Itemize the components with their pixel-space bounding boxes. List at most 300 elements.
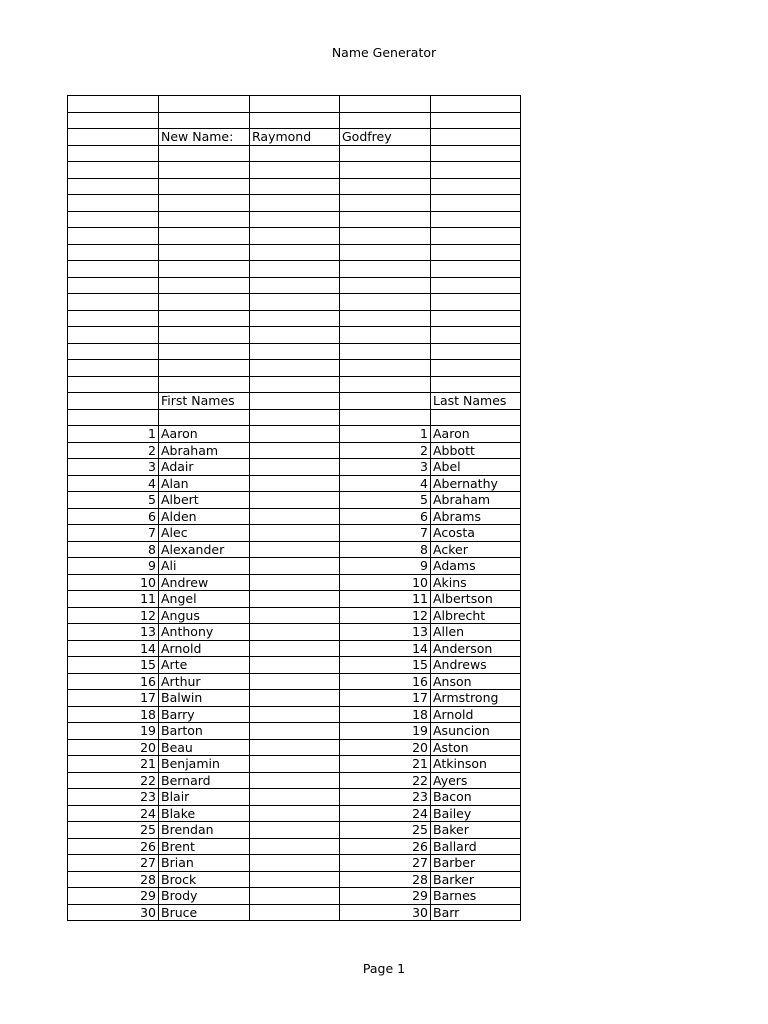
last-name-number: 12 [340, 607, 431, 624]
list-header-row [68, 393, 521, 410]
last-name-number: 29 [340, 888, 431, 905]
last-name: Bacon [431, 789, 521, 806]
empty-row [68, 244, 521, 261]
cell [340, 195, 431, 212]
cell [250, 673, 340, 690]
table-row [68, 855, 521, 872]
cell [431, 409, 521, 426]
empty-row [68, 261, 521, 278]
table-row [68, 904, 521, 921]
cell [340, 178, 431, 195]
cell [250, 574, 340, 591]
last-name-number: 5 [340, 492, 431, 509]
cell [431, 360, 521, 377]
cell [431, 178, 521, 195]
last-name: Bailey [431, 805, 521, 822]
cell [68, 162, 159, 179]
last-name-number: 18 [340, 706, 431, 723]
last-name-number: 21 [340, 756, 431, 773]
cell [68, 195, 159, 212]
first-name-number: 27 [68, 855, 159, 872]
cell [340, 327, 431, 344]
first-name: Anthony [159, 624, 250, 641]
table-row [68, 871, 521, 888]
cell [250, 261, 340, 278]
first-name-number: 7 [68, 525, 159, 542]
cell [431, 310, 521, 327]
cell [159, 327, 250, 344]
last-name-number: 28 [340, 871, 431, 888]
cell [68, 409, 159, 426]
cell [250, 591, 340, 608]
table-row [68, 706, 521, 723]
last-name: Abraham [431, 492, 521, 509]
cell [250, 343, 340, 360]
new-name-label: New Name: [159, 129, 250, 146]
cell [250, 805, 340, 822]
cell [250, 756, 340, 773]
last-name: Acosta [431, 525, 521, 542]
cell [431, 376, 521, 393]
table-row [68, 888, 521, 905]
table-row [68, 739, 521, 756]
cell [250, 508, 340, 525]
cell [250, 525, 340, 542]
first-name-number: 14 [68, 640, 159, 657]
cell [250, 640, 340, 657]
last-name: Barber [431, 855, 521, 872]
cell [250, 211, 340, 228]
cell [250, 96, 340, 113]
empty-row [68, 195, 521, 212]
first-name: Brock [159, 871, 250, 888]
last-name-number: 17 [340, 690, 431, 707]
first-name: Arthur [159, 673, 250, 690]
first-name-number: 19 [68, 723, 159, 740]
last-name-number: 15 [340, 657, 431, 674]
table-row [68, 459, 521, 476]
cell [431, 277, 521, 294]
empty-row [68, 96, 521, 113]
cell [159, 310, 250, 327]
table-row [68, 723, 521, 740]
page-footer: Page 1 [362, 961, 406, 976]
cell [340, 211, 431, 228]
cell [250, 607, 340, 624]
last-name-number: 30 [340, 904, 431, 921]
last-name-number: 1 [340, 426, 431, 443]
last-name-number: 16 [340, 673, 431, 690]
last-name: Allen [431, 624, 521, 641]
last-name: Baker [431, 822, 521, 839]
first-name: Ali [159, 558, 250, 575]
table-row [68, 442, 521, 459]
first-name: Aaron [159, 426, 250, 443]
table-row [68, 772, 521, 789]
last-name: Abbott [431, 442, 521, 459]
empty-row [68, 228, 521, 245]
cell [159, 376, 250, 393]
first-name: Benjamin [159, 756, 250, 773]
page-title: Name Generator [331, 45, 437, 60]
first-name: Bruce [159, 904, 250, 921]
cell [431, 261, 521, 278]
cell [340, 393, 431, 410]
table-row [68, 805, 521, 822]
last-name-number: 20 [340, 739, 431, 756]
cell [340, 96, 431, 113]
first-name-number: 25 [68, 822, 159, 839]
first-name: Barry [159, 706, 250, 723]
cell [250, 327, 340, 344]
last-name-number: 4 [340, 475, 431, 492]
first-name: Brendan [159, 822, 250, 839]
cell [250, 228, 340, 245]
cell [250, 690, 340, 707]
first-name-number: 1 [68, 426, 159, 443]
first-name-number: 2 [68, 442, 159, 459]
last-name: Andrews [431, 657, 521, 674]
empty-row [68, 409, 521, 426]
cell [250, 739, 340, 756]
last-name-number: 19 [340, 723, 431, 740]
first-name-number: 6 [68, 508, 159, 525]
cell [159, 178, 250, 195]
last-name: Acker [431, 541, 521, 558]
last-name: Akins [431, 574, 521, 591]
last-name-number: 22 [340, 772, 431, 789]
cell [250, 822, 340, 839]
cell [68, 360, 159, 377]
table-row [68, 640, 521, 657]
cell [431, 129, 521, 146]
first-name: Angus [159, 607, 250, 624]
table-row [68, 838, 521, 855]
last-name-number: 10 [340, 574, 431, 591]
last-name: Abernathy [431, 475, 521, 492]
empty-row [68, 376, 521, 393]
first-name-number: 11 [68, 591, 159, 608]
cell [250, 772, 340, 789]
last-name: Armstrong [431, 690, 521, 707]
cell [431, 145, 521, 162]
last-name-number: 23 [340, 789, 431, 806]
first-name: Balwin [159, 690, 250, 707]
first-name-number: 26 [68, 838, 159, 855]
first-name: Adair [159, 459, 250, 476]
table-row [68, 673, 521, 690]
first-name: Alden [159, 508, 250, 525]
last-name-number: 9 [340, 558, 431, 575]
first-name-number: 3 [68, 459, 159, 476]
cell [250, 723, 340, 740]
cell [431, 343, 521, 360]
table-row [68, 475, 521, 492]
table-row [68, 591, 521, 608]
first-name: Abraham [159, 442, 250, 459]
last-name-number: 24 [340, 805, 431, 822]
first-name: Arnold [159, 640, 250, 657]
cell [340, 162, 431, 179]
cell [250, 558, 340, 575]
empty-row [68, 211, 521, 228]
last-name-number: 26 [340, 838, 431, 855]
cell [250, 492, 340, 509]
cell [250, 162, 340, 179]
last-name-number: 14 [340, 640, 431, 657]
last-name-number: 8 [340, 541, 431, 558]
cell [250, 541, 340, 558]
cell [340, 376, 431, 393]
empty-row [68, 277, 521, 294]
table-row [68, 574, 521, 591]
cell [68, 393, 159, 410]
cell [250, 294, 340, 311]
last-name: Barr [431, 904, 521, 921]
table-row [68, 607, 521, 624]
table-row [68, 789, 521, 806]
last-name: Abel [431, 459, 521, 476]
first-name-number: 18 [68, 706, 159, 723]
empty-row [68, 112, 521, 129]
sheet-body [68, 96, 521, 921]
last-name: Anderson [431, 640, 521, 657]
cell [431, 211, 521, 228]
cell [431, 96, 521, 113]
cell [159, 112, 250, 129]
empty-row [68, 178, 521, 195]
first-name: Blake [159, 805, 250, 822]
cell [159, 96, 250, 113]
first-name-number: 13 [68, 624, 159, 641]
cell [68, 244, 159, 261]
first-name: Andrew [159, 574, 250, 591]
cell [250, 244, 340, 261]
cell [340, 310, 431, 327]
cell [340, 277, 431, 294]
last-names-header: Last Names [431, 393, 521, 410]
table-row [68, 690, 521, 707]
last-name-number: 25 [340, 822, 431, 839]
cell [250, 360, 340, 377]
table-row [68, 426, 521, 443]
first-name-number: 5 [68, 492, 159, 509]
cell [68, 96, 159, 113]
cell [68, 228, 159, 245]
last-name: Abrams [431, 508, 521, 525]
cell [68, 261, 159, 278]
cell [250, 657, 340, 674]
last-name: Ayers [431, 772, 521, 789]
cell [250, 624, 340, 641]
first-name: Alexander [159, 541, 250, 558]
cell [68, 211, 159, 228]
first-name: Albert [159, 492, 250, 509]
first-name-number: 9 [68, 558, 159, 575]
first-name: Alan [159, 475, 250, 492]
cell [159, 360, 250, 377]
empty-row [68, 360, 521, 377]
first-names-header: First Names [159, 393, 250, 410]
cell [68, 327, 159, 344]
cell [250, 145, 340, 162]
last-name: Barnes [431, 888, 521, 905]
cell [250, 178, 340, 195]
cell [250, 904, 340, 921]
generated-first-name: Raymond [250, 129, 340, 146]
first-name: Arte [159, 657, 250, 674]
cell [68, 310, 159, 327]
cell [250, 442, 340, 459]
empty-row [68, 327, 521, 344]
last-name: Albrecht [431, 607, 521, 624]
first-name-number: 15 [68, 657, 159, 674]
last-name: Atkinson [431, 756, 521, 773]
cell [250, 871, 340, 888]
empty-row [68, 310, 521, 327]
first-name-number: 22 [68, 772, 159, 789]
cell [250, 195, 340, 212]
cell [68, 343, 159, 360]
cell [340, 343, 431, 360]
last-name-number: 6 [340, 508, 431, 525]
empty-row [68, 162, 521, 179]
cell [431, 327, 521, 344]
cell [250, 310, 340, 327]
new-name-row [68, 129, 521, 146]
first-name-number: 8 [68, 541, 159, 558]
last-name-number: 13 [340, 624, 431, 641]
cell [159, 195, 250, 212]
last-name-number: 3 [340, 459, 431, 476]
first-name: Brody [159, 888, 250, 905]
cell [340, 145, 431, 162]
cell [431, 195, 521, 212]
last-name-number: 2 [340, 442, 431, 459]
table-row [68, 525, 521, 542]
first-name-number: 30 [68, 904, 159, 921]
cell [340, 294, 431, 311]
cell [431, 294, 521, 311]
empty-row [68, 343, 521, 360]
first-name-number: 12 [68, 607, 159, 624]
cell [250, 277, 340, 294]
cell [68, 145, 159, 162]
last-name: Adams [431, 558, 521, 575]
cell [250, 459, 340, 476]
cell [250, 789, 340, 806]
name-generator-sheet [67, 95, 521, 921]
last-name-number: 11 [340, 591, 431, 608]
first-name-number: 20 [68, 739, 159, 756]
first-name-number: 10 [68, 574, 159, 591]
first-name-number: 21 [68, 756, 159, 773]
first-name: Barton [159, 723, 250, 740]
cell [159, 277, 250, 294]
cell [159, 228, 250, 245]
last-name: Asuncion [431, 723, 521, 740]
last-name: Barker [431, 871, 521, 888]
cell [250, 475, 340, 492]
first-name-number: 28 [68, 871, 159, 888]
table-row [68, 822, 521, 839]
cell [159, 162, 250, 179]
table-row [68, 624, 521, 641]
cell [340, 112, 431, 129]
table-row [68, 657, 521, 674]
cell [431, 162, 521, 179]
generated-last-name: Godfrey [340, 129, 431, 146]
cell [250, 376, 340, 393]
cell [68, 277, 159, 294]
cell [159, 294, 250, 311]
cell [159, 244, 250, 261]
cell [68, 376, 159, 393]
cell [68, 178, 159, 195]
cell [431, 228, 521, 245]
cell [250, 855, 340, 872]
table-row [68, 756, 521, 773]
last-name: Arnold [431, 706, 521, 723]
first-name: Angel [159, 591, 250, 608]
cell [250, 112, 340, 129]
first-name-number: 4 [68, 475, 159, 492]
last-name-number: 7 [340, 525, 431, 542]
cell [250, 393, 340, 410]
first-name-number: 24 [68, 805, 159, 822]
first-name: Brian [159, 855, 250, 872]
cell [159, 211, 250, 228]
first-name: Blair [159, 789, 250, 806]
last-name: Aston [431, 739, 521, 756]
empty-row [68, 145, 521, 162]
cell [340, 409, 431, 426]
cell [431, 112, 521, 129]
table-row [68, 558, 521, 575]
cell [250, 426, 340, 443]
last-name: Ballard [431, 838, 521, 855]
cell [340, 244, 431, 261]
empty-row [68, 294, 521, 311]
cell [159, 145, 250, 162]
last-name-number: 27 [340, 855, 431, 872]
first-name-number: 29 [68, 888, 159, 905]
first-name: Beau [159, 739, 250, 756]
cell [340, 228, 431, 245]
last-name: Albertson [431, 591, 521, 608]
first-name-number: 16 [68, 673, 159, 690]
cell [68, 129, 159, 146]
cell [68, 294, 159, 311]
cell [68, 112, 159, 129]
first-name: Brent [159, 838, 250, 855]
table-row [68, 492, 521, 509]
cell [250, 706, 340, 723]
table-row [68, 508, 521, 525]
cell [159, 261, 250, 278]
cell [431, 244, 521, 261]
cell [159, 409, 250, 426]
cell [340, 261, 431, 278]
first-name-number: 17 [68, 690, 159, 707]
cell [250, 409, 340, 426]
first-name: Bernard [159, 772, 250, 789]
cell [159, 343, 250, 360]
table-row [68, 541, 521, 558]
last-name: Aaron [431, 426, 521, 443]
cell [340, 360, 431, 377]
cell [250, 888, 340, 905]
